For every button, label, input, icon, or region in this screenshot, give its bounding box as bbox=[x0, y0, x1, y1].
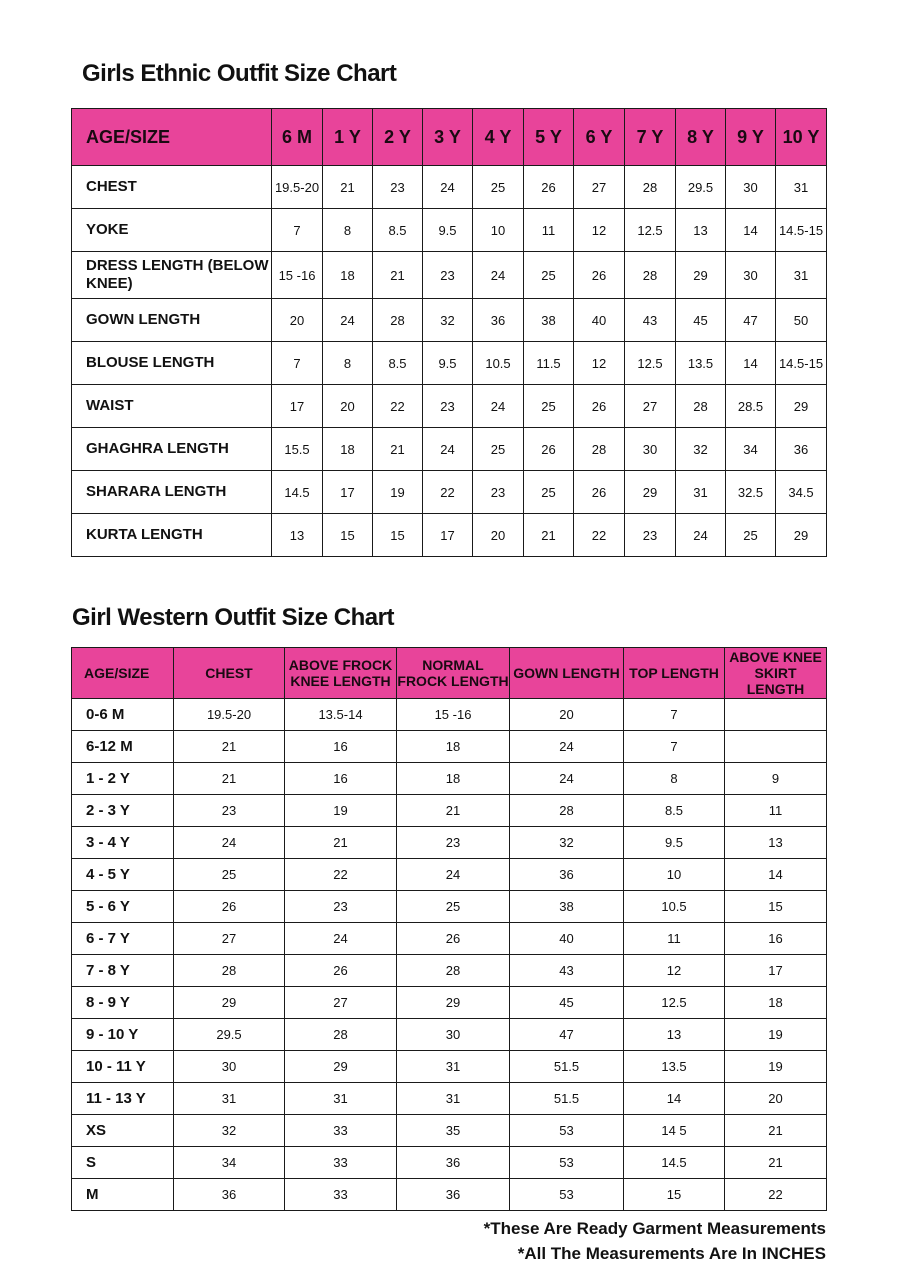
ethnic-measurement-cell: 15 bbox=[373, 514, 423, 557]
note-inches: *All The Measurements Are In INCHES bbox=[517, 1244, 826, 1263]
ethnic-measurement-cell: 25 bbox=[524, 252, 574, 299]
ethnic-row-label: BLOUSE LENGTH bbox=[72, 342, 272, 385]
ethnic-measurement-cell: 8 bbox=[323, 209, 373, 252]
ethnic-size-header: 3 Y bbox=[423, 109, 473, 166]
western-measurement-cell bbox=[725, 731, 827, 763]
western-table-row bbox=[72, 731, 827, 763]
ethnic-measurement-cell: 27 bbox=[625, 385, 676, 428]
western-measurement-cell: 23 bbox=[397, 827, 510, 859]
ethnic-measurement-cell: 45 bbox=[676, 299, 726, 342]
ethnic-measurement-cell: 31 bbox=[776, 166, 827, 209]
ethnic-measurement-cell: 20 bbox=[272, 299, 323, 342]
western-measurement-cell: 13.5 bbox=[624, 1051, 725, 1083]
western-column-header: ABOVE FROCK KNEE LENGTH bbox=[285, 648, 397, 699]
western-table-row bbox=[72, 1083, 827, 1115]
western-measurement-cell: 24 bbox=[174, 827, 285, 859]
western-table-row bbox=[72, 955, 827, 987]
ethnic-measurement-cell: 28 bbox=[574, 428, 625, 471]
western-measurement-cell: 14 bbox=[725, 859, 827, 891]
western-measurement-cell: 27 bbox=[174, 923, 285, 955]
ethnic-measurement-cell: 31 bbox=[676, 471, 726, 514]
western-measurement-cell: 32 bbox=[510, 827, 624, 859]
ethnic-measurement-cell: 18 bbox=[323, 428, 373, 471]
western-row-label: 2 - 3 Y bbox=[72, 795, 174, 827]
western-measurement-cell: 26 bbox=[397, 923, 510, 955]
western-measurement-cell: 51.5 bbox=[510, 1083, 624, 1115]
ethnic-measurement-cell: 26 bbox=[574, 385, 625, 428]
ethnic-measurement-cell: 13 bbox=[676, 209, 726, 252]
ethnic-measurement-cell: 13 bbox=[272, 514, 323, 557]
note-ready-garment: *These Are Ready Garment Measurements bbox=[483, 1219, 826, 1238]
western-measurement-cell: 24 bbox=[397, 859, 510, 891]
ethnic-table-row bbox=[72, 209, 827, 252]
western-column-header: CHEST bbox=[174, 648, 285, 699]
western-table-row bbox=[72, 1019, 827, 1051]
ethnic-row-label: YOKE bbox=[72, 209, 272, 252]
ethnic-measurement-cell: 14.5 bbox=[272, 471, 323, 514]
western-measurement-cell: 26 bbox=[174, 891, 285, 923]
western-measurement-cell: 23 bbox=[174, 795, 285, 827]
ethnic-size-header: 7 Y bbox=[625, 109, 676, 166]
ethnic-measurement-cell: 36 bbox=[473, 299, 524, 342]
ethnic-measurement-cell: 19 bbox=[373, 471, 423, 514]
ethnic-size-table bbox=[71, 108, 827, 557]
western-measurement-cell: 31 bbox=[397, 1083, 510, 1115]
western-measurement-cell: 53 bbox=[510, 1147, 624, 1179]
ethnic-measurement-cell: 26 bbox=[524, 428, 574, 471]
ethnic-measurement-cell: 19.5-20 bbox=[272, 166, 323, 209]
western-measurement-cell: 29 bbox=[397, 987, 510, 1019]
western-measurement-cell: 14.5 bbox=[624, 1147, 725, 1179]
western-measurement-cell: 36 bbox=[397, 1179, 510, 1211]
ethnic-measurement-cell: 24 bbox=[473, 252, 524, 299]
ethnic-measurement-cell: 28 bbox=[373, 299, 423, 342]
western-measurement-cell: 17 bbox=[725, 955, 827, 987]
western-measurement-cell: 36 bbox=[174, 1179, 285, 1211]
western-measurement-cell: 27 bbox=[285, 987, 397, 1019]
ethnic-measurement-cell: 7 bbox=[272, 209, 323, 252]
ethnic-measurement-cell: 23 bbox=[423, 385, 473, 428]
ethnic-measurement-cell: 9.5 bbox=[423, 342, 473, 385]
ethnic-measurement-cell: 28 bbox=[625, 252, 676, 299]
western-measurement-cell: 20 bbox=[510, 699, 624, 731]
ethnic-measurement-cell: 25 bbox=[726, 514, 776, 557]
western-table-row bbox=[72, 699, 827, 731]
ethnic-measurement-cell: 12 bbox=[574, 342, 625, 385]
western-row-label: 7 - 8 Y bbox=[72, 955, 174, 987]
western-measurement-cell: 23 bbox=[285, 891, 397, 923]
western-measurement-cell: 12 bbox=[624, 955, 725, 987]
ethnic-measurement-cell: 14 bbox=[726, 342, 776, 385]
ethnic-table-row bbox=[72, 385, 827, 428]
western-row-label: 6 - 7 Y bbox=[72, 923, 174, 955]
western-measurement-cell: 28 bbox=[174, 955, 285, 987]
western-table-row bbox=[72, 1051, 827, 1083]
western-measurement-cell: 33 bbox=[285, 1147, 397, 1179]
western-measurement-cell: 21 bbox=[725, 1115, 827, 1147]
western-measurement-cell: 15 -16 bbox=[397, 699, 510, 731]
western-measurement-cell: 35 bbox=[397, 1115, 510, 1147]
ethnic-measurement-cell: 28.5 bbox=[726, 385, 776, 428]
western-measurement-cell: 21 bbox=[174, 763, 285, 795]
western-measurement-cell: 33 bbox=[285, 1115, 397, 1147]
ethnic-measurement-cell: 29 bbox=[776, 385, 827, 428]
western-measurement-cell: 13.5-14 bbox=[285, 699, 397, 731]
ethnic-measurement-cell: 26 bbox=[574, 252, 625, 299]
ethnic-measurement-cell: 17 bbox=[423, 514, 473, 557]
ethnic-measurement-cell: 22 bbox=[373, 385, 423, 428]
western-measurement-cell: 21 bbox=[397, 795, 510, 827]
western-column-header: NORMAL FROCK LENGTH bbox=[397, 648, 510, 699]
ethnic-chart-title: Girls Ethnic Outfit Size Chart bbox=[82, 60, 397, 87]
ethnic-table-row bbox=[72, 514, 827, 557]
ethnic-measurement-cell: 29 bbox=[676, 252, 726, 299]
ethnic-measurement-cell: 34 bbox=[726, 428, 776, 471]
western-measurement-cell: 28 bbox=[510, 795, 624, 827]
western-column-header: GOWN LENGTH bbox=[510, 648, 624, 699]
western-measurement-cell: 36 bbox=[510, 859, 624, 891]
western-measurement-cell: 10 bbox=[624, 859, 725, 891]
ethnic-measurement-cell: 29 bbox=[625, 471, 676, 514]
ethnic-measurement-cell: 21 bbox=[524, 514, 574, 557]
ethnic-measurement-cell: 30 bbox=[625, 428, 676, 471]
western-measurement-cell: 16 bbox=[285, 763, 397, 795]
ethnic-measurement-cell: 26 bbox=[524, 166, 574, 209]
western-measurement-cell: 21 bbox=[174, 731, 285, 763]
western-measurement-cell: 29.5 bbox=[174, 1019, 285, 1051]
western-measurement-cell: 31 bbox=[174, 1083, 285, 1115]
ethnic-measurement-cell: 30 bbox=[726, 252, 776, 299]
western-measurement-cell: 22 bbox=[285, 859, 397, 891]
western-measurement-cell: 30 bbox=[174, 1051, 285, 1083]
ethnic-row-label: GHAGHRA LENGTH bbox=[72, 428, 272, 471]
western-measurement-cell bbox=[725, 699, 827, 731]
western-measurement-cell: 30 bbox=[397, 1019, 510, 1051]
ethnic-row-label: SHARARA LENGTH bbox=[72, 471, 272, 514]
ethnic-measurement-cell: 23 bbox=[473, 471, 524, 514]
western-measurement-cell: 38 bbox=[510, 891, 624, 923]
western-measurement-cell: 21 bbox=[725, 1147, 827, 1179]
ethnic-measurement-cell: 10.5 bbox=[473, 342, 524, 385]
ethnic-measurement-cell: 8.5 bbox=[373, 342, 423, 385]
western-measurement-cell: 11 bbox=[624, 923, 725, 955]
western-table-row bbox=[72, 891, 827, 923]
western-measurement-cell: 18 bbox=[725, 987, 827, 1019]
western-measurement-cell: 53 bbox=[510, 1179, 624, 1211]
western-row-label: 0-6 M bbox=[72, 699, 174, 731]
western-measurement-cell: 26 bbox=[285, 955, 397, 987]
ethnic-measurement-cell: 24 bbox=[323, 299, 373, 342]
ethnic-measurement-cell: 32 bbox=[423, 299, 473, 342]
western-measurement-cell: 18 bbox=[397, 763, 510, 795]
western-measurement-cell: 9 bbox=[725, 763, 827, 795]
western-measurement-cell: 7 bbox=[624, 731, 725, 763]
western-measurement-cell: 29 bbox=[174, 987, 285, 1019]
ethnic-measurement-cell: 21 bbox=[373, 428, 423, 471]
ethnic-size-header: 1 Y bbox=[323, 109, 373, 166]
ethnic-size-header: 2 Y bbox=[373, 109, 423, 166]
ethnic-size-header: 9 Y bbox=[726, 109, 776, 166]
western-measurement-cell: 11 bbox=[725, 795, 827, 827]
ethnic-measurement-cell: 11.5 bbox=[524, 342, 574, 385]
ethnic-measurement-cell: 17 bbox=[272, 385, 323, 428]
western-measurement-cell: 19.5-20 bbox=[174, 699, 285, 731]
western-table-row bbox=[72, 1147, 827, 1179]
ethnic-measurement-cell: 21 bbox=[323, 166, 373, 209]
measurement-notes bbox=[484, 1216, 826, 1266]
ethnic-measurement-cell: 20 bbox=[473, 514, 524, 557]
western-measurement-cell: 20 bbox=[725, 1083, 827, 1115]
western-measurement-cell: 9.5 bbox=[624, 827, 725, 859]
ethnic-measurement-cell: 24 bbox=[423, 166, 473, 209]
ethnic-row-label: WAIST bbox=[72, 385, 272, 428]
western-row-label: 3 - 4 Y bbox=[72, 827, 174, 859]
ethnic-measurement-cell: 22 bbox=[574, 514, 625, 557]
ethnic-measurement-cell: 30 bbox=[726, 166, 776, 209]
ethnic-table-row bbox=[72, 252, 827, 299]
western-measurement-cell: 14 bbox=[624, 1083, 725, 1115]
ethnic-measurement-cell: 10 bbox=[473, 209, 524, 252]
ethnic-measurement-cell: 8.5 bbox=[373, 209, 423, 252]
western-measurement-cell: 13 bbox=[624, 1019, 725, 1051]
ethnic-measurement-cell: 43 bbox=[625, 299, 676, 342]
western-measurement-cell: 53 bbox=[510, 1115, 624, 1147]
ethnic-measurement-cell: 15 -16 bbox=[272, 252, 323, 299]
ethnic-measurement-cell: 13.5 bbox=[676, 342, 726, 385]
western-measurement-cell: 32 bbox=[174, 1115, 285, 1147]
ethnic-measurement-cell: 17 bbox=[323, 471, 373, 514]
western-row-label: 6-12 M bbox=[72, 731, 174, 763]
western-table-row bbox=[72, 827, 827, 859]
ethnic-row-label: DRESS LENGTH (BELOW KNEE) bbox=[72, 252, 272, 299]
western-measurement-cell: 14 5 bbox=[624, 1115, 725, 1147]
ethnic-measurement-cell: 20 bbox=[323, 385, 373, 428]
western-measurement-cell: 47 bbox=[510, 1019, 624, 1051]
ethnic-table-row bbox=[72, 299, 827, 342]
ethnic-measurement-cell: 50 bbox=[776, 299, 827, 342]
ethnic-measurement-cell: 12.5 bbox=[625, 342, 676, 385]
western-row-label: 4 - 5 Y bbox=[72, 859, 174, 891]
ethnic-measurement-cell: 25 bbox=[473, 166, 524, 209]
western-row-label: 1 - 2 Y bbox=[72, 763, 174, 795]
ethnic-measurement-cell: 23 bbox=[423, 252, 473, 299]
western-table-row bbox=[72, 987, 827, 1019]
western-measurement-cell: 34 bbox=[174, 1147, 285, 1179]
ethnic-measurement-cell: 15.5 bbox=[272, 428, 323, 471]
ethnic-measurement-cell: 21 bbox=[373, 252, 423, 299]
ethnic-size-header: 10 Y bbox=[776, 109, 827, 166]
ethnic-table-row bbox=[72, 166, 827, 209]
western-measurement-cell: 24 bbox=[510, 763, 624, 795]
western-measurement-cell: 21 bbox=[285, 827, 397, 859]
ethnic-header-row bbox=[72, 109, 827, 166]
western-measurement-cell: 43 bbox=[510, 955, 624, 987]
ethnic-measurement-cell: 31 bbox=[776, 252, 827, 299]
western-measurement-cell: 31 bbox=[397, 1051, 510, 1083]
ethnic-measurement-cell: 12.5 bbox=[625, 209, 676, 252]
ethnic-measurement-cell: 9.5 bbox=[423, 209, 473, 252]
western-measurement-cell: 13 bbox=[725, 827, 827, 859]
western-measurement-cell: 36 bbox=[397, 1147, 510, 1179]
western-measurement-cell: 19 bbox=[725, 1051, 827, 1083]
western-table-row bbox=[72, 1179, 827, 1211]
western-measurement-cell: 16 bbox=[285, 731, 397, 763]
western-row-label: M bbox=[72, 1179, 174, 1211]
ethnic-measurement-cell: 12 bbox=[574, 209, 625, 252]
ethnic-measurement-cell: 23 bbox=[373, 166, 423, 209]
western-measurement-cell: 10.5 bbox=[624, 891, 725, 923]
ethnic-measurement-cell: 24 bbox=[423, 428, 473, 471]
ethnic-measurement-cell: 7 bbox=[272, 342, 323, 385]
western-chart-title: Girl Western Outfit Size Chart bbox=[72, 604, 394, 631]
ethnic-measurement-cell: 38 bbox=[524, 299, 574, 342]
western-table-row bbox=[72, 859, 827, 891]
ethnic-row-label: GOWN LENGTH bbox=[72, 299, 272, 342]
western-column-header: ABOVE KNEE SKIRT LENGTH bbox=[725, 648, 827, 699]
western-size-table bbox=[71, 647, 827, 1211]
ethnic-size-header: 4 Y bbox=[473, 109, 524, 166]
western-measurement-cell: 24 bbox=[285, 923, 397, 955]
western-measurement-cell: 45 bbox=[510, 987, 624, 1019]
ethnic-measurement-cell: 15 bbox=[323, 514, 373, 557]
western-measurement-cell: 51.5 bbox=[510, 1051, 624, 1083]
western-measurement-cell: 33 bbox=[285, 1179, 397, 1211]
ethnic-measurement-cell: 36 bbox=[776, 428, 827, 471]
ethnic-measurement-cell: 14 bbox=[726, 209, 776, 252]
ethnic-measurement-cell: 29.5 bbox=[676, 166, 726, 209]
western-measurement-cell: 15 bbox=[624, 1179, 725, 1211]
ethnic-table-row bbox=[72, 428, 827, 471]
ethnic-measurement-cell: 24 bbox=[473, 385, 524, 428]
ethnic-table-row bbox=[72, 342, 827, 385]
western-measurement-cell: 8 bbox=[624, 763, 725, 795]
western-measurement-cell: 18 bbox=[397, 731, 510, 763]
ethnic-measurement-cell: 8 bbox=[323, 342, 373, 385]
ethnic-measurement-cell: 24 bbox=[676, 514, 726, 557]
ethnic-measurement-cell: 28 bbox=[625, 166, 676, 209]
western-measurement-cell: 40 bbox=[510, 923, 624, 955]
western-table-row bbox=[72, 795, 827, 827]
western-measurement-cell: 29 bbox=[285, 1051, 397, 1083]
western-table-row bbox=[72, 763, 827, 795]
ethnic-size-header: 5 Y bbox=[524, 109, 574, 166]
ethnic-measurement-cell: 40 bbox=[574, 299, 625, 342]
western-measurement-cell: 19 bbox=[285, 795, 397, 827]
ethnic-size-header: 6 M bbox=[272, 109, 323, 166]
ethnic-measurement-cell: 47 bbox=[726, 299, 776, 342]
western-column-header: TOP LENGTH bbox=[624, 648, 725, 699]
ethnic-size-header: 8 Y bbox=[676, 109, 726, 166]
ethnic-measurement-cell: 27 bbox=[574, 166, 625, 209]
western-measurement-cell: 31 bbox=[285, 1083, 397, 1115]
ethnic-measurement-cell: 32.5 bbox=[726, 471, 776, 514]
ethnic-measurement-cell: 25 bbox=[524, 471, 574, 514]
ethnic-measurement-cell: 32 bbox=[676, 428, 726, 471]
ethnic-row-label: CHEST bbox=[72, 166, 272, 209]
ethnic-measurement-cell: 26 bbox=[574, 471, 625, 514]
western-measurement-cell: 15 bbox=[725, 891, 827, 923]
western-measurement-cell: 8.5 bbox=[624, 795, 725, 827]
western-header-row bbox=[72, 648, 827, 699]
ethnic-measurement-cell: 14.5-15 bbox=[776, 342, 827, 385]
ethnic-measurement-cell: 11 bbox=[524, 209, 574, 252]
ethnic-measurement-cell: 18 bbox=[323, 252, 373, 299]
ethnic-row-label: KURTA LENGTH bbox=[72, 514, 272, 557]
western-row-label: XS bbox=[72, 1115, 174, 1147]
western-header-age-size: AGE/SIZE bbox=[72, 648, 174, 699]
ethnic-measurement-cell: 23 bbox=[625, 514, 676, 557]
ethnic-measurement-cell: 22 bbox=[423, 471, 473, 514]
western-measurement-cell: 25 bbox=[397, 891, 510, 923]
ethnic-measurement-cell: 14.5-15 bbox=[776, 209, 827, 252]
ethnic-header-age-size: AGE/SIZE bbox=[72, 109, 272, 166]
ethnic-measurement-cell: 34.5 bbox=[776, 471, 827, 514]
western-measurement-cell: 16 bbox=[725, 923, 827, 955]
western-table-row bbox=[72, 1115, 827, 1147]
western-row-label: S bbox=[72, 1147, 174, 1179]
western-measurement-cell: 12.5 bbox=[624, 987, 725, 1019]
ethnic-measurement-cell: 25 bbox=[473, 428, 524, 471]
western-row-label: 5 - 6 Y bbox=[72, 891, 174, 923]
western-row-label: 10 - 11 Y bbox=[72, 1051, 174, 1083]
ethnic-measurement-cell: 25 bbox=[524, 385, 574, 428]
ethnic-size-header: 6 Y bbox=[574, 109, 625, 166]
western-measurement-cell: 19 bbox=[725, 1019, 827, 1051]
western-row-label: 11 - 13 Y bbox=[72, 1083, 174, 1115]
western-table-row bbox=[72, 923, 827, 955]
western-measurement-cell: 28 bbox=[397, 955, 510, 987]
western-measurement-cell: 24 bbox=[510, 731, 624, 763]
ethnic-measurement-cell: 29 bbox=[776, 514, 827, 557]
western-row-label: 9 - 10 Y bbox=[72, 1019, 174, 1051]
western-measurement-cell: 25 bbox=[174, 859, 285, 891]
ethnic-table-row bbox=[72, 471, 827, 514]
western-measurement-cell: 28 bbox=[285, 1019, 397, 1051]
western-measurement-cell: 7 bbox=[624, 699, 725, 731]
ethnic-measurement-cell: 28 bbox=[676, 385, 726, 428]
western-measurement-cell: 22 bbox=[725, 1179, 827, 1211]
western-row-label: 8 - 9 Y bbox=[72, 987, 174, 1019]
